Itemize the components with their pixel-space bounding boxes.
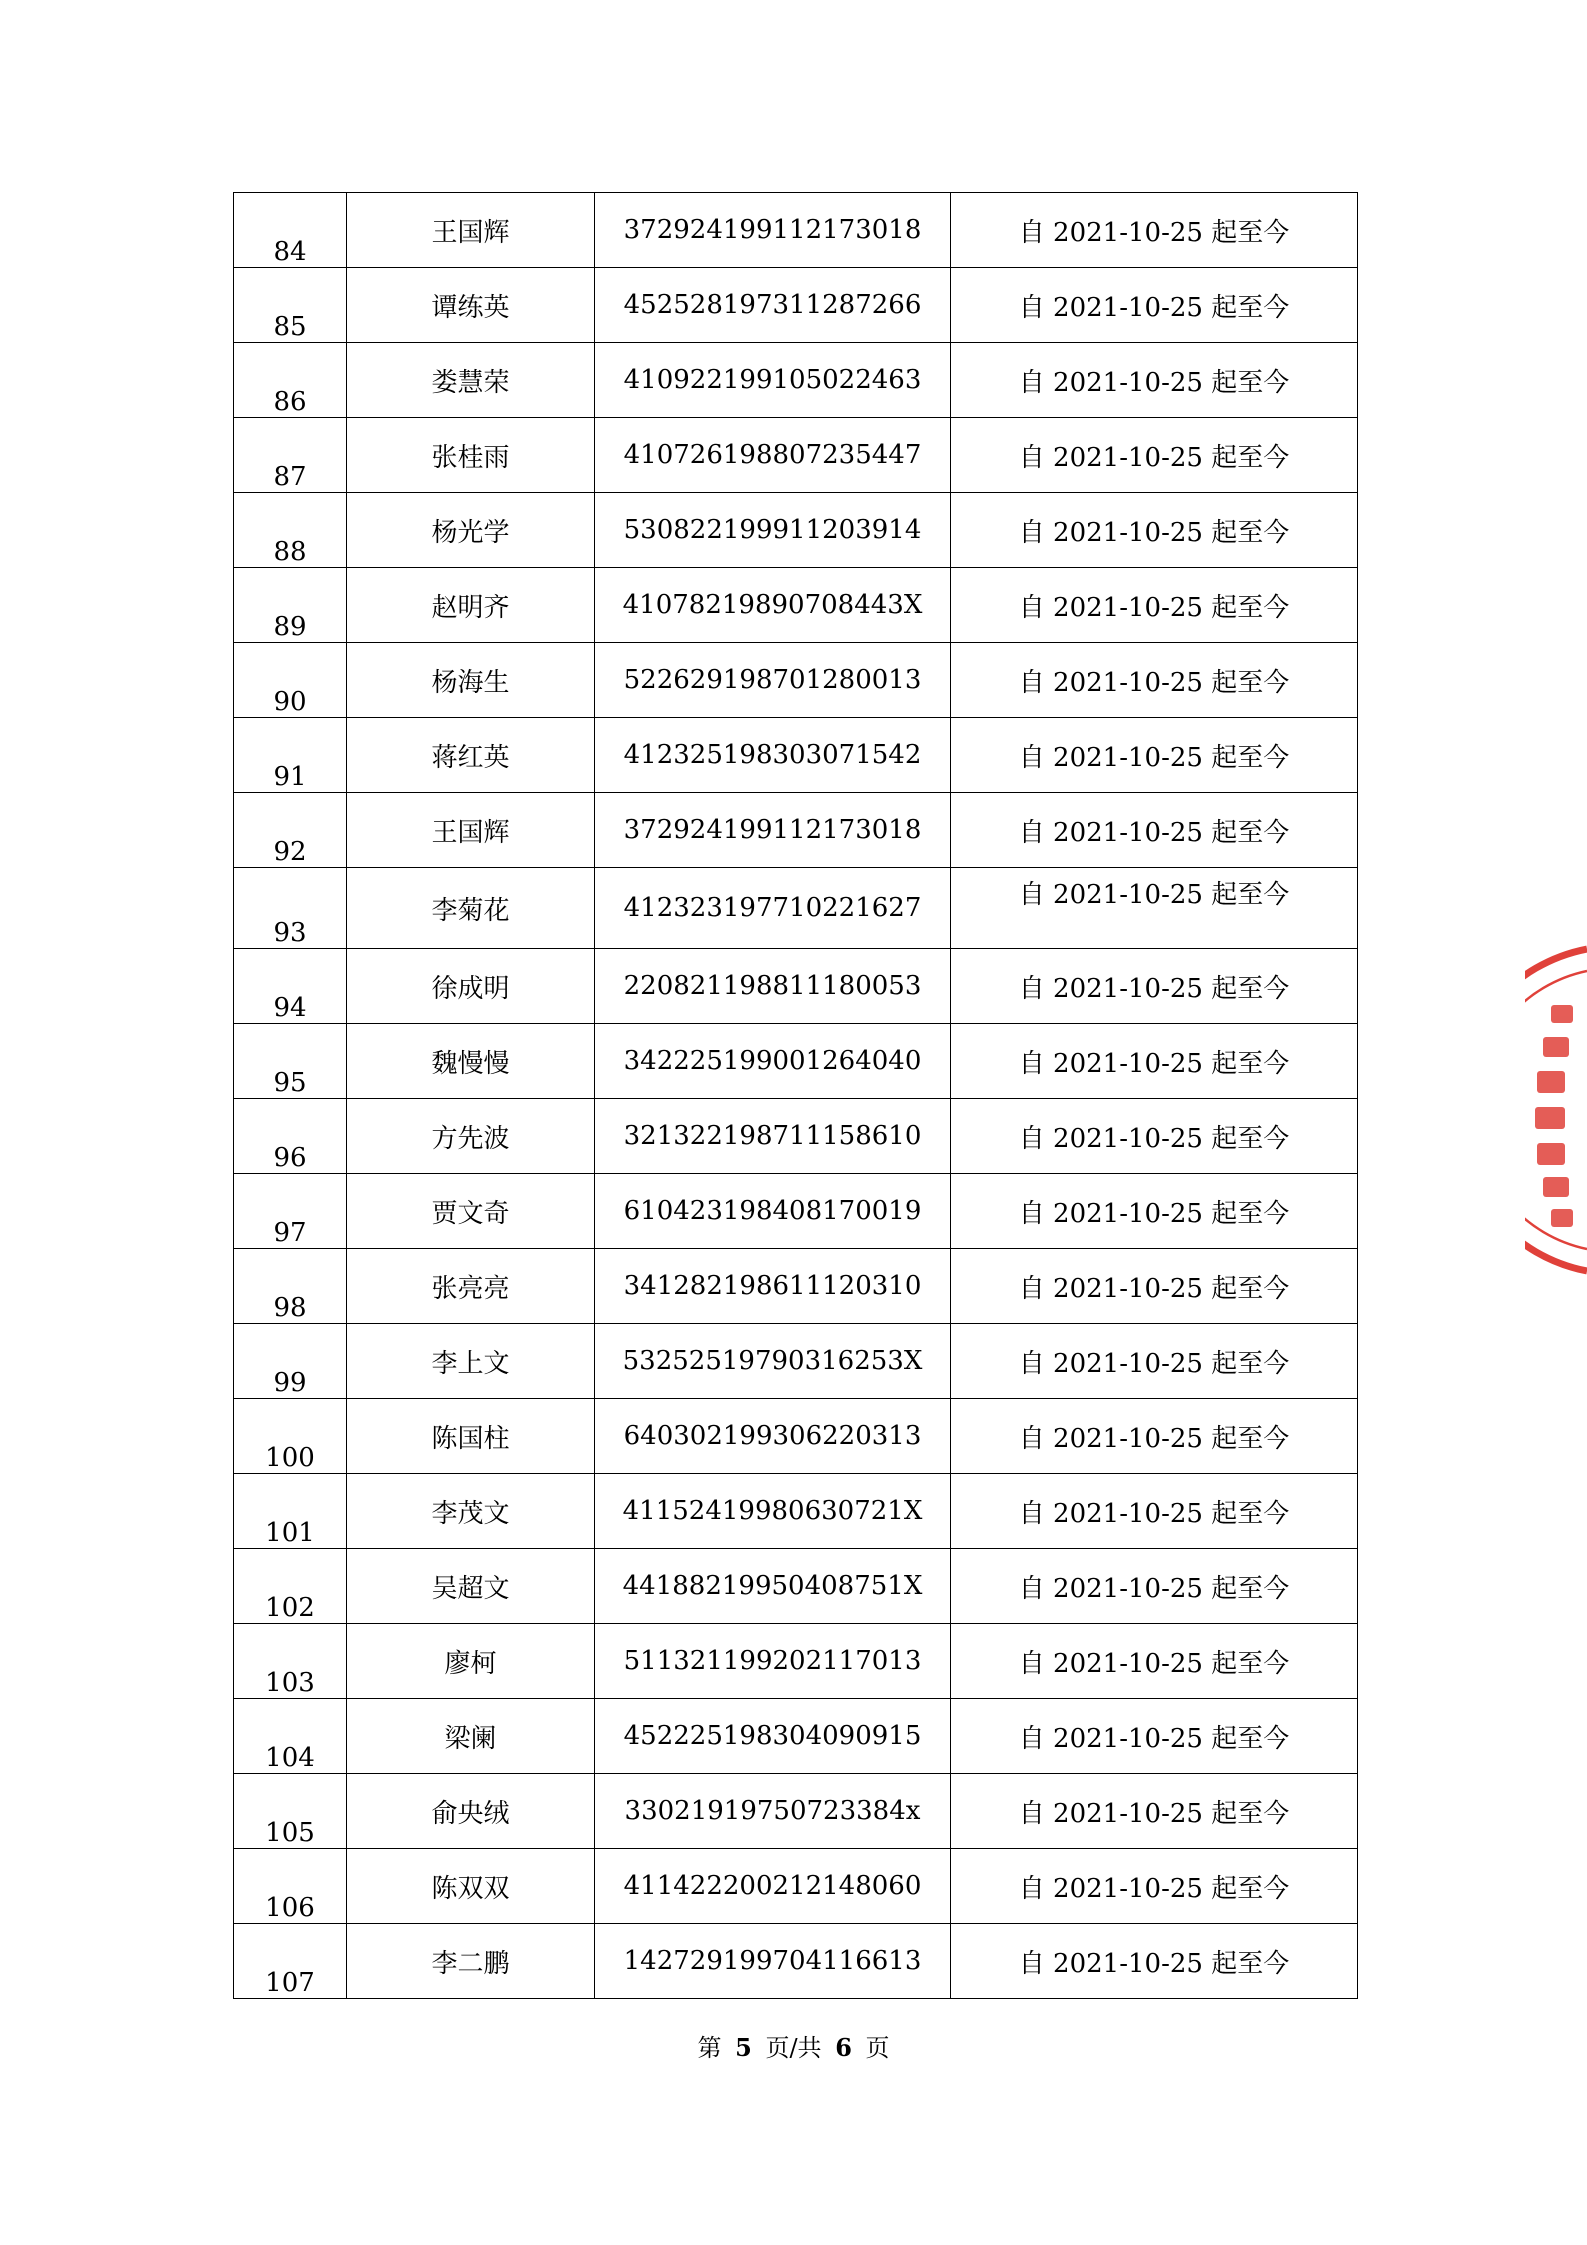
name-cell: 廖柯: [347, 1624, 595, 1699]
footer-prefix: 第: [697, 2034, 722, 2062]
table-row: [234, 1324, 1358, 1399]
period-cell: 自 2021-10-25 起至今: [951, 1249, 1358, 1324]
name-cell: 王国辉: [347, 193, 595, 268]
period-cell: 自 2021-10-25 起至今: [951, 493, 1358, 568]
name-cell: 杨光学: [347, 493, 595, 568]
period-cell: 自 2021-10-25 起至今: [951, 1474, 1358, 1549]
id-number-cell: 41078219890708443X: [595, 568, 951, 643]
row-number-cell: 89: [234, 568, 347, 643]
period-cell: 自 2021-10-25 起至今: [951, 568, 1358, 643]
table-row: [234, 1024, 1358, 1099]
name-cell: 贾文奇: [347, 1174, 595, 1249]
current-page-number: 5: [735, 2033, 752, 2062]
row-number-cell: 93: [234, 868, 347, 949]
row-number-cell: 103: [234, 1624, 347, 1699]
period-cell: 自 2021-10-25 起至今: [951, 1849, 1358, 1924]
id-number-cell: 44188219950408751X: [595, 1549, 951, 1624]
row-number-cell: 101: [234, 1474, 347, 1549]
row-number-cell: 84: [234, 193, 347, 268]
id-number-cell: 452528197311287266: [595, 268, 951, 343]
table-row: [234, 793, 1358, 868]
row-number-cell: 102: [234, 1549, 347, 1624]
row-number-cell: 92: [234, 793, 347, 868]
id-number-cell: 33021919750723384x: [595, 1774, 951, 1849]
row-number-cell: 105: [234, 1774, 347, 1849]
period-cell: 自 2021-10-25 起至今: [951, 1624, 1358, 1699]
row-number-cell: 88: [234, 493, 347, 568]
footer-suffix: 页: [865, 2034, 890, 2062]
table-row: [234, 1249, 1358, 1324]
id-number-cell: 341282198611120310: [595, 1249, 951, 1324]
table-row: [234, 1399, 1358, 1474]
row-number-cell: 90: [234, 643, 347, 718]
id-number-cell: 410922199105022463: [595, 343, 951, 418]
id-number-cell: 410726198807235447: [595, 418, 951, 493]
id-number-cell: 220821198811180053: [595, 949, 951, 1024]
total-page-number: 6: [835, 2033, 852, 2062]
name-cell: 陈双双: [347, 1849, 595, 1924]
table-row: [234, 1549, 1358, 1624]
table-row: [234, 643, 1358, 718]
table-row: [234, 1474, 1358, 1549]
period-cell: 自 2021-10-25 起至今: [951, 1924, 1358, 1999]
period-cell: 自 2021-10-25 起至今: [951, 1549, 1358, 1624]
table-row: [234, 268, 1358, 343]
row-number-cell: 86: [234, 343, 347, 418]
id-number-cell: 530822199911203914: [595, 493, 951, 568]
id-number-cell: 610423198408170019: [595, 1174, 951, 1249]
id-number-cell: 452225198304090915: [595, 1699, 951, 1774]
period-cell: 自 2021-10-25 起至今: [951, 718, 1358, 793]
period-cell: 自 2021-10-25 起至今: [951, 868, 1358, 949]
table-row: [234, 193, 1358, 268]
table-row: [234, 868, 1358, 949]
id-number-cell: 41152419980630721X: [595, 1474, 951, 1549]
table-row: [234, 949, 1358, 1024]
period-cell: 自 2021-10-25 起至今: [951, 343, 1358, 418]
id-number-cell: 372924199112173018: [595, 793, 951, 868]
table-row: [234, 1174, 1358, 1249]
footer-middle: 页/共: [765, 2034, 822, 2062]
name-cell: 吴超文: [347, 1549, 595, 1624]
period-cell: 自 2021-10-25 起至今: [951, 793, 1358, 868]
name-cell: 张桂雨: [347, 418, 595, 493]
table-row: [234, 1849, 1358, 1924]
name-cell: 魏慢慢: [347, 1024, 595, 1099]
period-cell: 自 2021-10-25 起至今: [951, 1699, 1358, 1774]
id-number-cell: 522629198701280013: [595, 643, 951, 718]
id-number-cell: 511321199202117013: [595, 1624, 951, 1699]
name-cell: 陈国柱: [347, 1399, 595, 1474]
row-number-cell: 91: [234, 718, 347, 793]
table-row: [234, 568, 1358, 643]
period-cell: 自 2021-10-25 起至今: [951, 1174, 1358, 1249]
name-cell: 王国辉: [347, 793, 595, 868]
row-number-cell: 100: [234, 1399, 347, 1474]
row-number-cell: 98: [234, 1249, 347, 1324]
id-number-cell: 411422200212148060: [595, 1849, 951, 1924]
name-cell: 杨海生: [347, 643, 595, 718]
table-row: [234, 1699, 1358, 1774]
name-cell: 赵明齐: [347, 568, 595, 643]
table-row: [234, 343, 1358, 418]
name-cell: 徐成明: [347, 949, 595, 1024]
name-cell: 李茂文: [347, 1474, 595, 1549]
period-cell: 自 2021-10-25 起至今: [951, 418, 1358, 493]
period-cell: 自 2021-10-25 起至今: [951, 1024, 1358, 1099]
id-number-cell: 372924199112173018: [595, 193, 951, 268]
table-row: [234, 493, 1358, 568]
table-row: [234, 718, 1358, 793]
row-number-cell: 96: [234, 1099, 347, 1174]
row-number-cell: 85: [234, 268, 347, 343]
name-cell: 李菊花: [347, 868, 595, 949]
period-cell: 自 2021-10-25 起至今: [951, 643, 1358, 718]
id-number-cell: 640302199306220313: [595, 1399, 951, 1474]
row-number-cell: 95: [234, 1024, 347, 1099]
table-row: [234, 1099, 1358, 1174]
period-cell: 自 2021-10-25 起至今: [951, 949, 1358, 1024]
row-number-cell: 94: [234, 949, 347, 1024]
table-row: [234, 1924, 1358, 1999]
name-cell: 蒋红英: [347, 718, 595, 793]
name-cell: 李二鹏: [347, 1924, 595, 1999]
name-cell: 张亮亮: [347, 1249, 595, 1324]
row-number-cell: 107: [234, 1924, 347, 1999]
id-number-cell: 342225199001264040: [595, 1024, 951, 1099]
name-cell: 谭练英: [347, 268, 595, 343]
period-cell: 自 2021-10-25 起至今: [951, 1774, 1358, 1849]
page-footer: [0, 2028, 1587, 2063]
id-number-cell: 412325198303071542: [595, 718, 951, 793]
period-cell: 自 2021-10-25 起至今: [951, 1399, 1358, 1474]
period-cell: 自 2021-10-25 起至今: [951, 1324, 1358, 1399]
roster-table-body: [234, 193, 1358, 1999]
name-cell: 梁阑: [347, 1699, 595, 1774]
row-number-cell: 104: [234, 1699, 347, 1774]
row-number-cell: 87: [234, 418, 347, 493]
row-number-cell: 106: [234, 1849, 347, 1924]
id-number-cell: 321322198711158610: [595, 1099, 951, 1174]
table-row: [234, 1774, 1358, 1849]
id-number-cell: 142729199704116613: [595, 1924, 951, 1999]
name-cell: 方先波: [347, 1099, 595, 1174]
name-cell: 俞央绒: [347, 1774, 595, 1849]
table-row: [234, 1624, 1358, 1699]
table-row: [234, 418, 1358, 493]
row-number-cell: 97: [234, 1174, 347, 1249]
row-number-cell: 99: [234, 1324, 347, 1399]
period-cell: 自 2021-10-25 起至今: [951, 1099, 1358, 1174]
id-number-cell: 412323197710221627: [595, 868, 951, 949]
roster-table: [233, 192, 1358, 1999]
id-number-cell: 53252519790316253X: [595, 1324, 951, 1399]
red-seal-stamp: [1525, 945, 1587, 1275]
name-cell: 娄慧荣: [347, 343, 595, 418]
name-cell: 李上文: [347, 1324, 595, 1399]
period-cell: 自 2021-10-25 起至今: [951, 268, 1358, 343]
period-cell: 自 2021-10-25 起至今: [951, 193, 1358, 268]
